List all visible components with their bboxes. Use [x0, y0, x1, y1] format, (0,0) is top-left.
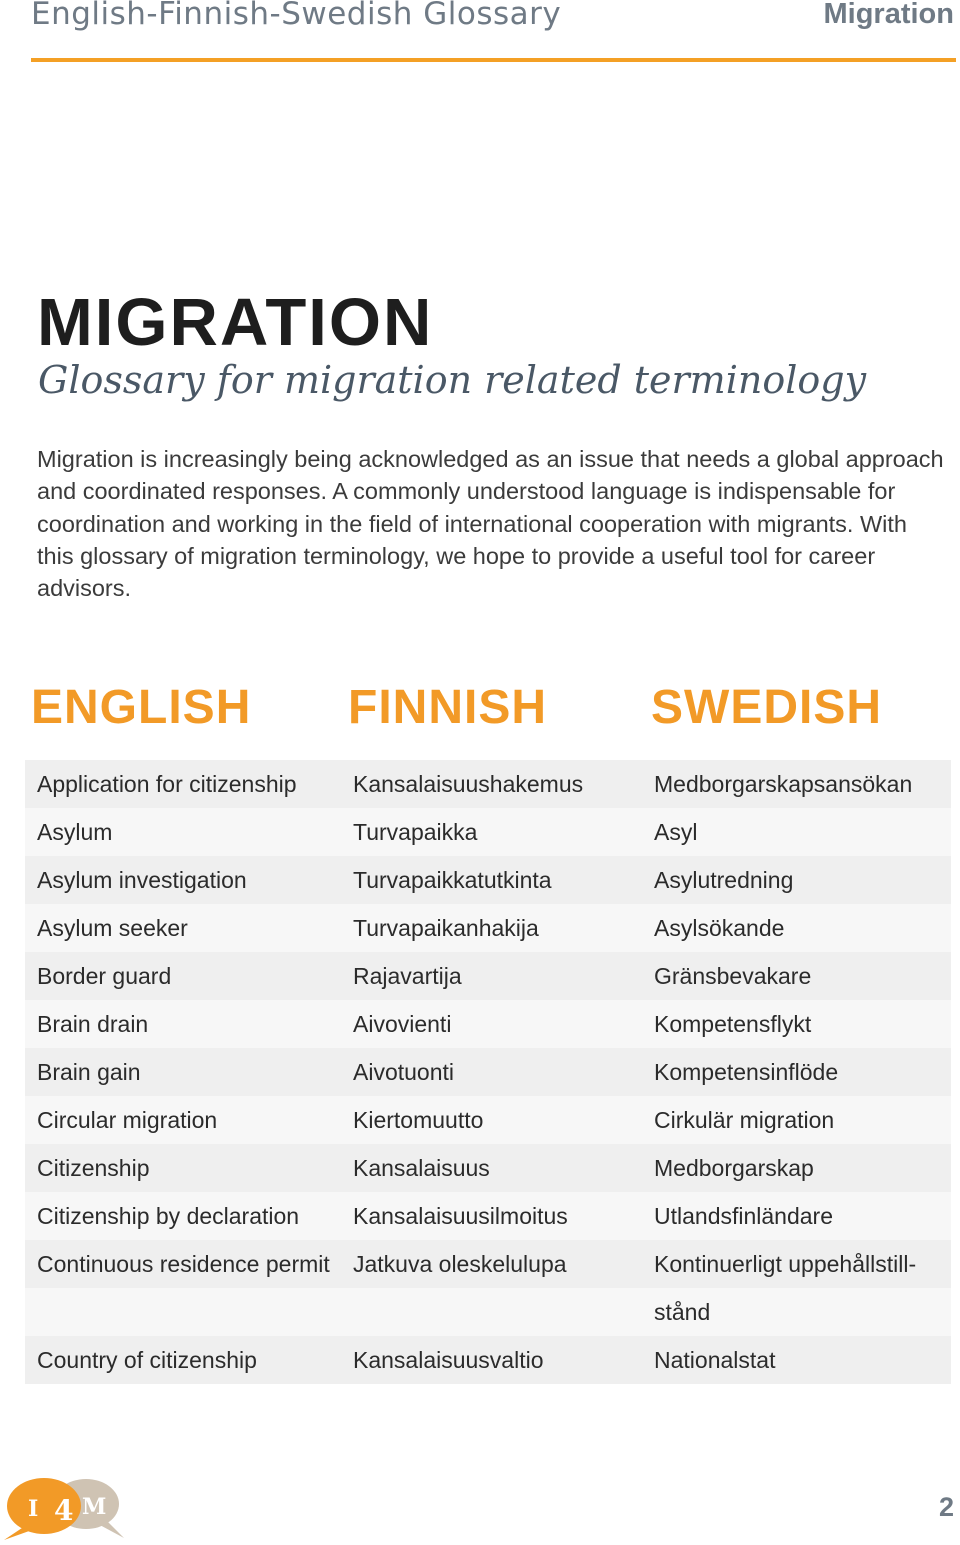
swedish-term: Asylsökande: [654, 915, 785, 941]
column-heading-swedish: SWEDISH: [651, 681, 883, 734]
english-term: Brain gain: [37, 1059, 141, 1085]
swedish-term: Gränsbevakare: [654, 963, 812, 989]
finnish-term: Kansalaisuus: [353, 1155, 490, 1181]
swedish-term: Asyl: [654, 819, 698, 845]
english-term: Border guard: [37, 963, 172, 989]
i4m-logo: [2, 1474, 128, 1540]
swedish-term: Medborgarskap: [654, 1155, 814, 1181]
table-row: [25, 1096, 951, 1144]
finnish-term: Aivovienti: [353, 1011, 452, 1037]
english-term: Asylum: [37, 819, 113, 845]
swedish-term: Kompetensinflöde: [654, 1059, 839, 1085]
page-subtitle: Glossary for migration related terminology: [38, 358, 867, 402]
table-row: [25, 1000, 951, 1048]
english-term: Circular migration: [37, 1107, 218, 1133]
table-row: [25, 952, 951, 1000]
table-row: [25, 808, 951, 856]
page-header: [0, 0, 960, 62]
swedish-term: Kontinuerligt uppehållstill-stånd: [654, 1251, 917, 1325]
column-heading-finnish: FINNISH: [348, 681, 547, 734]
table-row: [25, 1048, 951, 1096]
column-heading-english: ENGLISH: [31, 681, 252, 734]
i4m-speech-bubbles-logo-icon: [2, 1474, 128, 1540]
finnish-term: Turvapaikkatutkinta: [353, 867, 552, 893]
finnish-term: Kansalaisuushakemus: [353, 771, 584, 797]
finnish-term: Kansalaisuusilmoitus: [353, 1203, 568, 1229]
swedish-term: Utlandsfinländare: [654, 1203, 834, 1229]
english-term: Country of citizenship: [37, 1347, 257, 1373]
table-row: [25, 1336, 951, 1384]
finnish-term: Turvapaikka: [353, 819, 478, 845]
finnish-term: Aivotuonti: [353, 1059, 455, 1085]
intro-paragraph: Migration is increasingly being acknowledged as an issue that needs a global approach and coordinated responses. A commonly understood language is indispensable for coordination and working in the field of international cooperation with migrants. With this glossary of migration terminology, we hope to provide a useful tool for career advisors.: [37, 446, 944, 602]
english-term: Brain drain: [37, 1011, 149, 1037]
english-term: Continuous residence permit: [37, 1251, 330, 1277]
english-term: Citizenship by declaration: [37, 1203, 300, 1229]
swedish-term: Medborgarskapsansökan: [654, 771, 913, 797]
english-term: Asylum investigation: [37, 867, 247, 893]
swedish-term: Nationalstat: [654, 1347, 776, 1373]
header-divider: [31, 58, 956, 62]
table-row: [25, 760, 951, 808]
logo-letter-m: M: [82, 1494, 107, 1520]
finnish-term: Turvapaikanhakija: [353, 915, 539, 941]
glossary-table: [25, 760, 951, 1384]
table-row: [25, 1192, 951, 1240]
finnish-term: Kansalaisuusvaltio: [353, 1347, 544, 1373]
header-section-label: Migration: [823, 0, 954, 30]
english-term: Asylum seeker: [37, 915, 188, 941]
swedish-term: Asylutredning: [654, 867, 794, 893]
header-title: English-Finnish-Swedish Glossary: [31, 0, 562, 32]
logo-letter-4: 4: [54, 1494, 74, 1527]
page-number: 2: [938, 1492, 954, 1522]
table-row: [25, 856, 951, 904]
swedish-term: Kompetensflykt: [654, 1011, 812, 1037]
logo-letter-i: I: [28, 1496, 39, 1522]
table-row: [25, 1240, 951, 1336]
english-term: Citizenship: [37, 1155, 150, 1181]
finnish-term: Kiertomuutto: [353, 1107, 484, 1133]
table-row: [25, 1144, 951, 1192]
finnish-term: Jatkuva oleskelulupa: [353, 1251, 567, 1277]
english-term: Application for citizenship: [37, 771, 297, 797]
table-row: [25, 904, 951, 952]
page-title: MIGRATION: [37, 285, 434, 360]
swedish-term: Cirkulär migration: [654, 1107, 835, 1133]
finnish-term: Rajavartija: [353, 963, 462, 989]
